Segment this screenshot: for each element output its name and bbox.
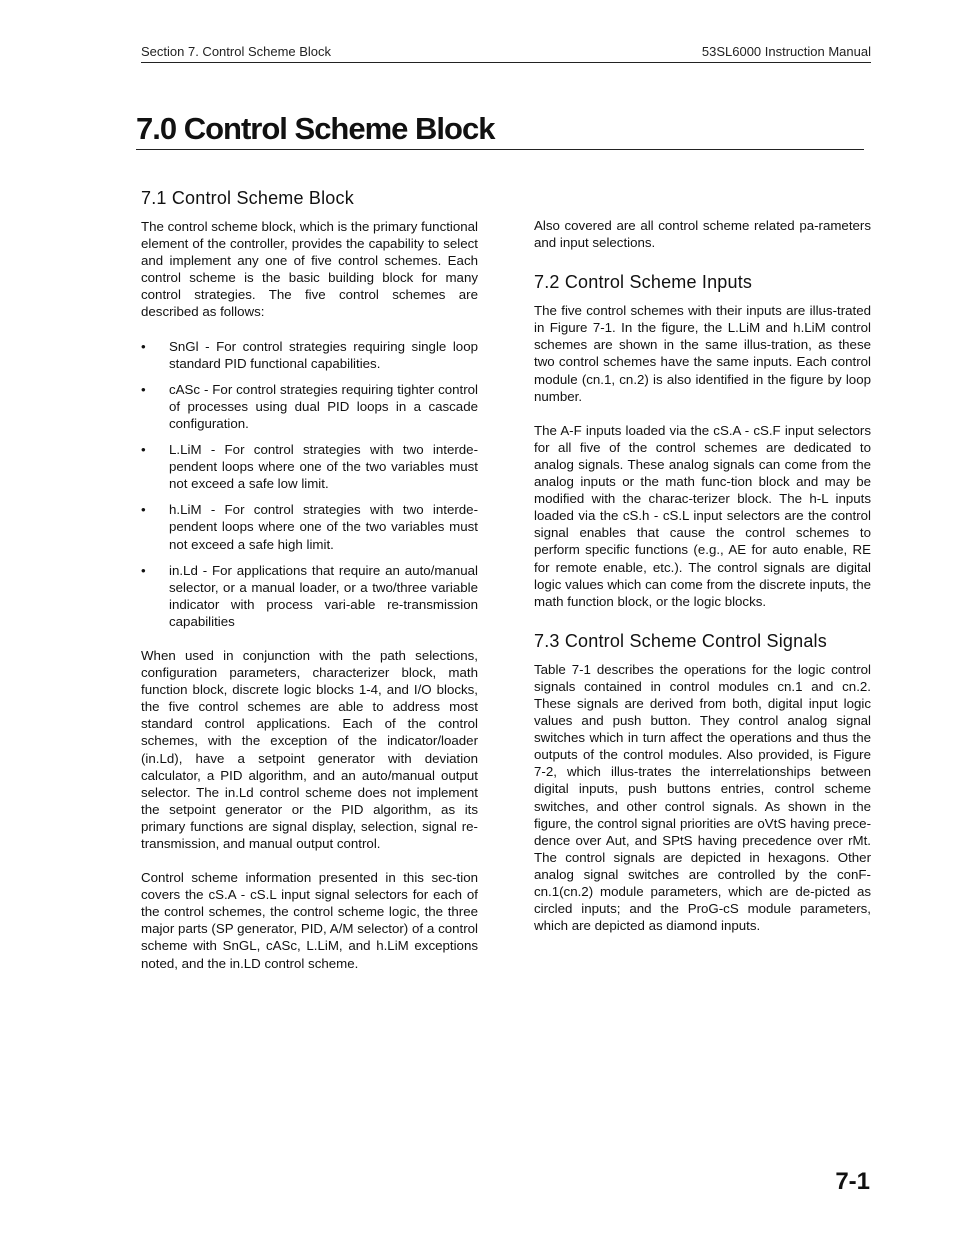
section-7-2-paragraph-1: The five control schemes with their inputs are illus-trated in Figure 7-1. In the figure, the L.LiM and h.LiM control schemes are shown in the same illus-tration, as these two control schemes have the same inputs. Each control module (cn.1, cn.2) is also identified in the figure by loop number.: [534, 303, 871, 404]
section-7-1-paragraph-3: Control scheme information presented in this sec-tion covers the cS.A - cS.L input signal selectors for each of the control schemes, the control scheme logic, the three major parts (SP generator, PID, A/M selector) of a control scheme with SnGL, cASc, L.LiM, and h.LiM exceptions noted, and the in.LD control scheme.: [141, 870, 478, 971]
section-7-1-paragraph-4: Also covered are all control scheme related pa-rameters and input selections.: [534, 218, 871, 251]
page-number: 7-1: [835, 1168, 870, 1195]
list-item-sngl: [141, 338, 478, 372]
list-item-hlim: [141, 501, 478, 552]
right-column: [534, 217, 871, 934]
list-item-text: h.LiM - For control strategies with two interde-pendent loops where one of the two variables must not exceed a safe high limit.: [169, 502, 478, 552]
bullet-icon: •: [141, 381, 146, 397]
bullet-icon: •: [141, 442, 146, 458]
list-item-text: SnGl - For control strategies requiring single loop standard PID functional capabilities.: [169, 338, 478, 371]
section-7-2-paragraph-2: The A-F inputs loaded via the cS.A - cS.F input selectors for all five of the control schemes are dedicated to analog signals. These analog signals can come from the analog inputs or the math func-tion block and may be modified with the charac-terizer block. The h-L inputs loaded via the cS.h - cS.L input selectors are the control signal enables that cause the control schemes to perform specific functions (e.g., AE for auto enable, RE for remote enable, etc.). The control signals are digital logic values which can come from the discrete inputs, the math function block, or the logic blocks.: [534, 422, 871, 609]
list-item-text: cASc - For control strategies requiring tighter control of processes using dual PID loops in a cascade configuration.: [169, 381, 478, 431]
control-scheme-list: [141, 338, 478, 630]
bullet-icon: •: [141, 338, 146, 354]
bullet-icon: •: [141, 502, 146, 518]
list-item-casc: [141, 381, 478, 432]
list-item-llim: [141, 441, 478, 492]
list-item-text: in.Ld - For applications that require an auto/manual selector, or a manual loader, or a two/three variable indicator with process vari-able re-transmission capabilities: [169, 562, 478, 629]
header-manual-title: 53SL6000 Instruction Manual: [701, 44, 871, 59]
bullet-icon: •: [141, 562, 146, 578]
list-item-inld: [141, 562, 478, 630]
list-item-text: L.LiM - For control strategies with two interde-pendent loops where one of the two variables must not exceed a safe low limit.: [169, 442, 478, 492]
running-header: [141, 44, 871, 63]
section-7-3-heading: 7.3 Control Scheme Control Signals: [534, 630, 827, 651]
section-7-2-heading: 7.2 Control Scheme Inputs: [534, 272, 753, 293]
section-7-3-paragraph-1: Table 7-1 describes the operations for the logic control signals contained in control modules cn.1 and cn.2. These signals are derived from both, digital input logic values and push button. They control analog signal switches which in turn affect the operations and thus the outputs of the control modules. Also provided, is Figure 7-2, which illus-trates the interrelationships between digital inputs, push buttons entries, control scheme switches, and other control signals. As shown in the figure, the control signal priorities are oVtS having prece-dence over Aut, and SPtS having precedence over rMt. The control signals are depicted in hexagons. Other analog signal switches are controlled by the conF-cn.1(cn.2) module parameters, which are de-picted as circled inputs; and the ProG-cS module parameters, which are depicted as diamond inputs.: [534, 661, 871, 934]
chapter-title: 7.0 Control Scheme Block: [136, 111, 864, 150]
header-section-label: Section 7. Control Scheme Block: [141, 44, 332, 59]
section-7-1-intro: The control scheme block, which is the primary functional element of the controller, provides the capability to select and implement any one of five control schemes. Each control scheme is the basic building block for many control strategies. The five control schemes are described as follows:: [141, 219, 478, 320]
section-7-1-heading: 7.1 Control Scheme Block: [141, 188, 354, 208]
section-7-1-paragraph-2: When used in conjunction with the path selections, configuration parameters, characterizer block, math function block, discrete logic blocks 1-4, and I/O blocks, the five control schemes are able to address most standard control applications. Each of the control schemes, with the exception of the indicator/loader (in.Ld), have a setpoint generator with deviation calculator, a PID algorithm, and an auto/manual output selector. The in.Ld control scheme does not implement the setpoint generator or the PID algorithm, as its primary functions are signal display, selection, signal re-transmission, and manual output control.: [141, 647, 478, 851]
left-column: [141, 187, 478, 972]
